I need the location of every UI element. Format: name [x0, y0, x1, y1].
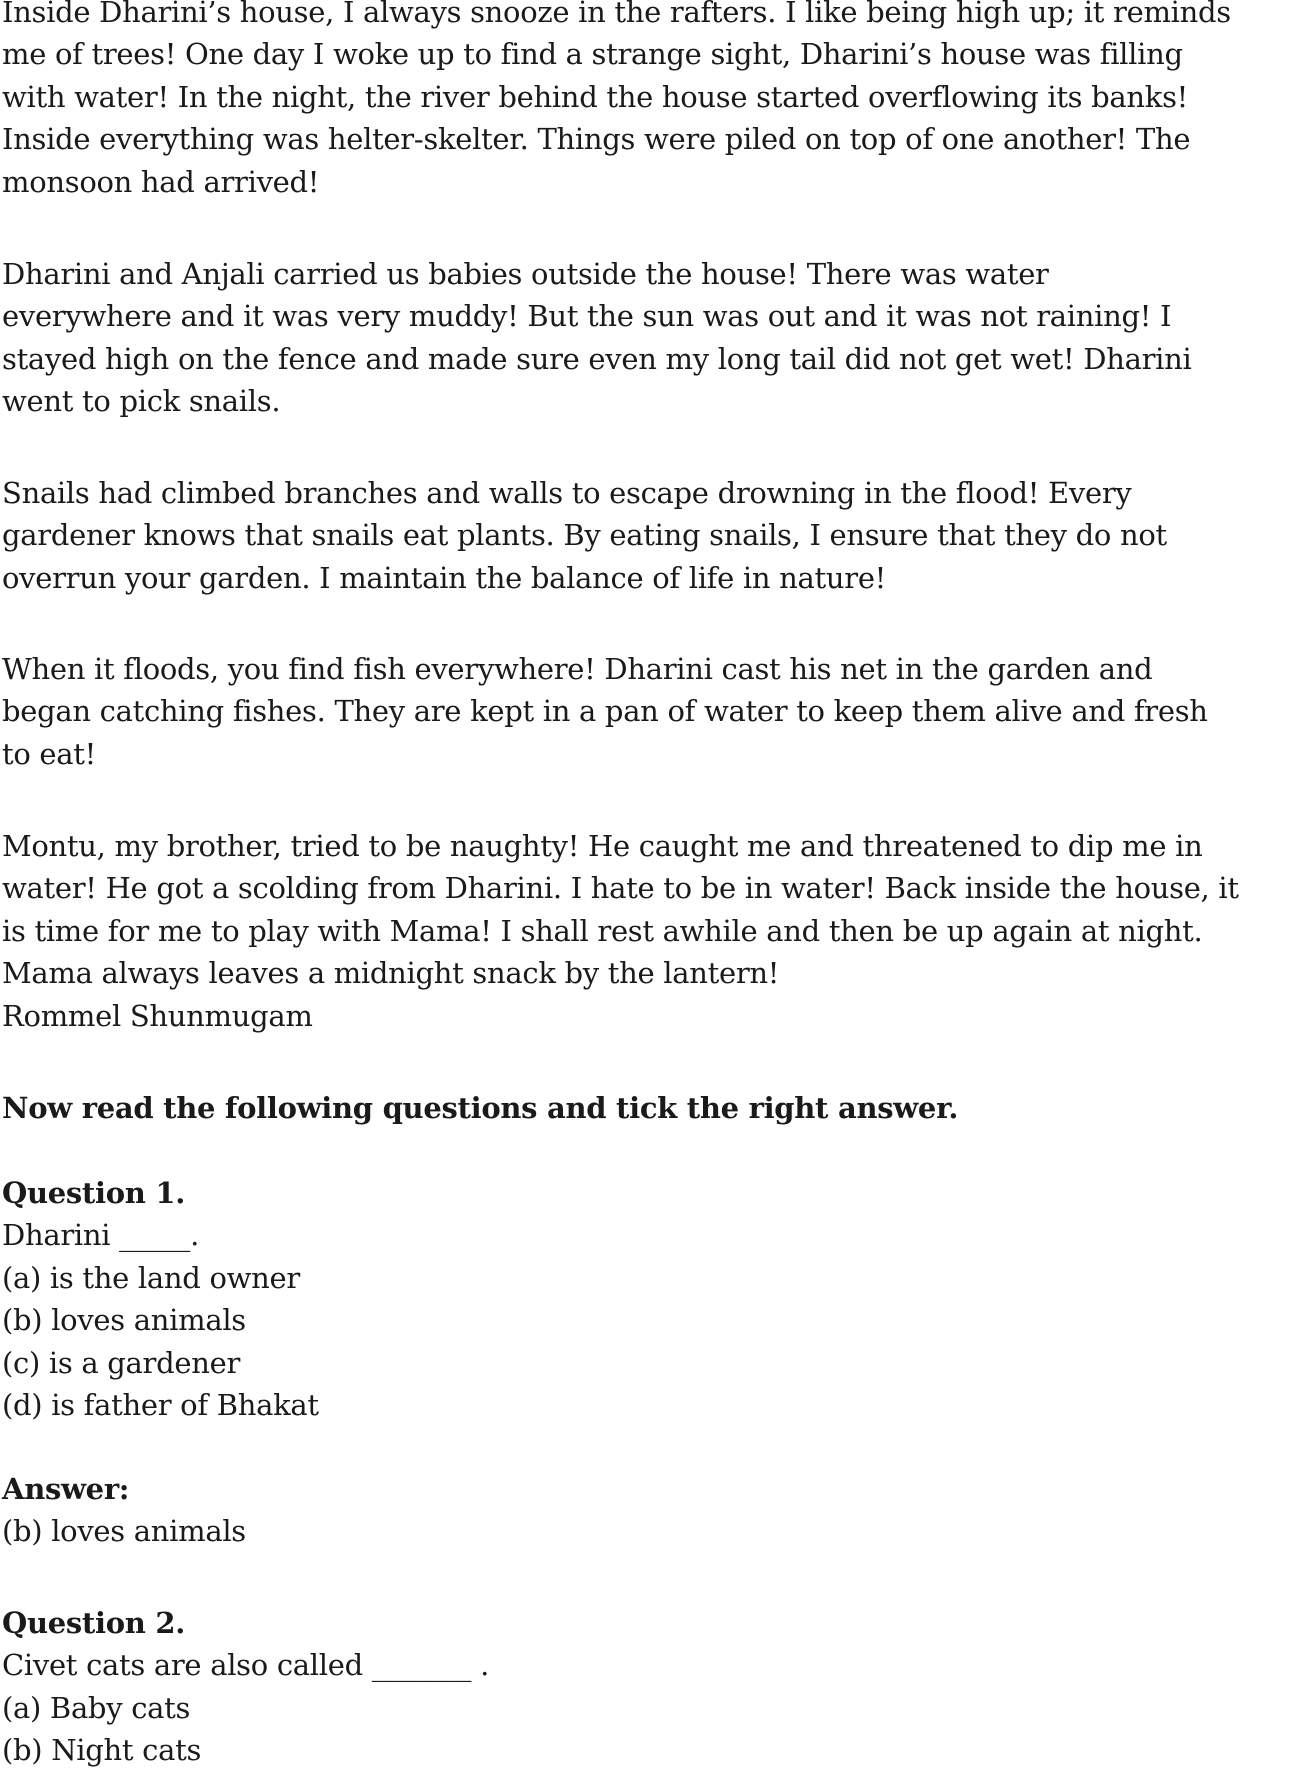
text-line: Inside Dharini’s house, I always snooze in the rafters. I like being high up; it reminds — [2, 0, 1231, 29]
question-option: (b) Night cats — [2, 1733, 202, 1768]
story-paragraph-1 — [2, 0, 1286, 203]
answer-heading: Answer: — [2, 1472, 130, 1506]
story-author: Rommel Shunmugam — [2, 998, 313, 1033]
instructions-text: Now read the following questions and tick the right answer. — [2, 1091, 959, 1125]
story-paragraph-3 — [2, 472, 1286, 599]
story-paragraph-5 — [2, 825, 1286, 1037]
question-prompt: Civet cats are also called _______ . — [2, 1648, 489, 1683]
text-line: with water! In the night, the river behind the house started overflowing its banks! — [2, 79, 1189, 114]
question-option: (a) is the land owner — [2, 1260, 300, 1295]
question-heading: Question 2. — [2, 1606, 186, 1640]
question-option: (d) is father of Bhakat — [2, 1387, 319, 1422]
question-prompt: Dharini _____. — [2, 1218, 200, 1253]
text-line: Mama always leaves a midnight snack by the lantern! — [2, 956, 780, 991]
text-line: Inside everything was helter-skelter. Things were piled on top of one another! The — [2, 122, 1191, 157]
text-line: monsoon had arrived! — [2, 164, 320, 199]
text-line: everywhere and it was very muddy! But the sun was out and it was not raining! I — [2, 299, 1172, 334]
instructions-heading — [2, 1087, 1286, 1129]
text-line: Snails had climbed branches and walls to escape drowning in the flood! Every — [2, 476, 1132, 510]
answer-text: (b) loves animals — [2, 1514, 246, 1549]
question-option: (b) loves animals — [2, 1303, 246, 1338]
text-line: to eat! — [2, 736, 96, 771]
text-line: me of trees! One day I woke up to find a strange sight, Dharini’s house was filling — [2, 37, 1183, 72]
text-line: overrun your garden. I maintain the balance of life in nature! — [2, 560, 887, 595]
text-line: is time for me to play with Mama! I shall rest awhile and then be up again at night. — [2, 913, 1203, 948]
question-heading: Question 1. — [2, 1176, 186, 1210]
question-2 — [2, 1602, 1286, 1772]
text-line: When it floods, you find fish everywhere! Dharini cast his net in the garden and — [2, 652, 1153, 686]
text-line: began catching fishes. They are kept in a pan of water to keep them alive and fresh — [2, 694, 1208, 729]
answer-1 — [2, 1468, 1286, 1553]
text-line: gardener knows that snails eat plants. By eating snails, I ensure that they do not — [2, 518, 1167, 553]
question-option: (c) is a gardener — [2, 1345, 241, 1380]
question-1 — [2, 1172, 1286, 1426]
text-line: Montu, my brother, tried to be naughty! He caught me and threatened to dip me in — [2, 829, 1203, 863]
text-line: Dharini and Anjali carried us babies outside the house! There was water — [2, 257, 1049, 291]
story-paragraph-2 — [2, 253, 1286, 423]
story-paragraph-4 — [2, 648, 1286, 775]
text-line: went to pick snails. — [2, 384, 281, 419]
text-line: water! He got a scolding from Dharini. I hate to be in water! Back inside the house, it — [2, 871, 1239, 906]
text-line: stayed high on the fence and made sure even my long tail did not get wet! Dharini — [2, 341, 1192, 376]
question-option: (a) Baby cats — [2, 1690, 191, 1725]
